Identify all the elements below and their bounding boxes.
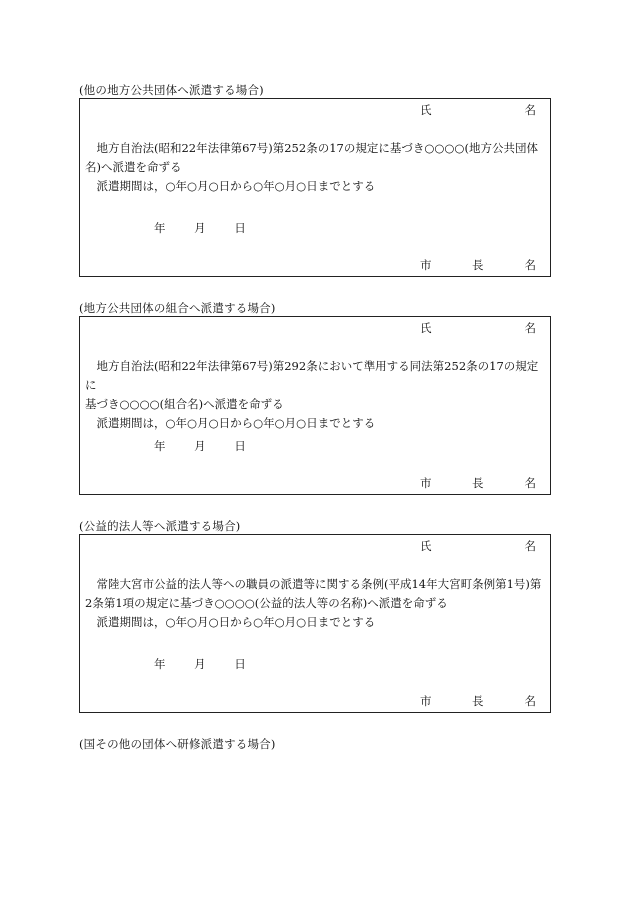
section-4-heading: (国その他の団体へ研修派遣する場合) [79, 737, 276, 751]
period-line: 派遣期間は，○年○月○日から○年○月○日までとする [96, 179, 376, 193]
date-month: 月 [194, 657, 206, 671]
sig-char-1: 市 [420, 476, 432, 490]
order-line-1: 地方自治法(昭和22年法律第67号)第292条において準用する同法第252条の17の規定に [85, 359, 539, 392]
date-line [154, 656, 271, 672]
order-line-2: 基づき○○○○(組合名)へ派遣を命ずる [85, 397, 284, 411]
sig-char-3: 名 [524, 694, 536, 708]
sig-char-3: 名 [524, 476, 536, 490]
section-1-heading: (他の地方公共団体へ派遣する場合) [79, 83, 264, 97]
name-char-1: 氏 [420, 321, 432, 335]
section-3-box [79, 534, 551, 713]
name-char-2: 名 [524, 103, 536, 117]
order-body [85, 575, 546, 632]
date-day: 日 [234, 439, 246, 453]
date-line [154, 438, 271, 454]
section-2-heading: (地方公共団体の組合へ派遣する場合) [79, 301, 276, 315]
date-line [154, 220, 271, 236]
period-line: 派遣期間は，○年○月○日から○年○月○日までとする [96, 416, 376, 430]
sig-char-2: 長 [472, 476, 484, 490]
sig-char-2: 長 [472, 258, 484, 272]
section-2-box [79, 316, 551, 495]
section-1-box [79, 98, 551, 277]
date-day: 日 [234, 657, 246, 671]
name-char-2: 名 [524, 539, 536, 553]
date-year: 年 [154, 221, 166, 235]
section-3-heading: (公益的法人等へ派遣する場合) [79, 519, 241, 533]
name-char-1: 氏 [420, 539, 432, 553]
order-body [85, 139, 546, 196]
sig-char-3: 名 [524, 258, 536, 272]
period-line: 派遣期間は，○年○月○日から○年○月○日までとする [96, 615, 376, 629]
order-line-1: 常陸大宮市公益的法人等への職員の派遣等に関する条例(平成14年大宮町条例第1号)第 [96, 577, 542, 591]
date-month: 月 [194, 221, 206, 235]
date-month: 月 [194, 439, 206, 453]
name-char-1: 氏 [420, 103, 432, 117]
order-body [85, 357, 546, 433]
order-line-2: 名)へ派遣を命ずる [85, 160, 182, 174]
date-day: 日 [234, 221, 246, 235]
order-line-1: 地方自治法(昭和22年法律第67号)第252条の17の規定に基づき○○○○(地方公共団体 [96, 141, 538, 155]
date-year: 年 [154, 439, 166, 453]
order-line-2: 2条第1項の規定に基づき○○○○(公益的法人等の名称)へ派遣を命ずる [85, 596, 448, 610]
sig-char-1: 市 [420, 694, 432, 708]
date-year: 年 [154, 657, 166, 671]
sig-char-1: 市 [420, 258, 432, 272]
name-char-2: 名 [524, 321, 536, 335]
sig-char-2: 長 [472, 694, 484, 708]
